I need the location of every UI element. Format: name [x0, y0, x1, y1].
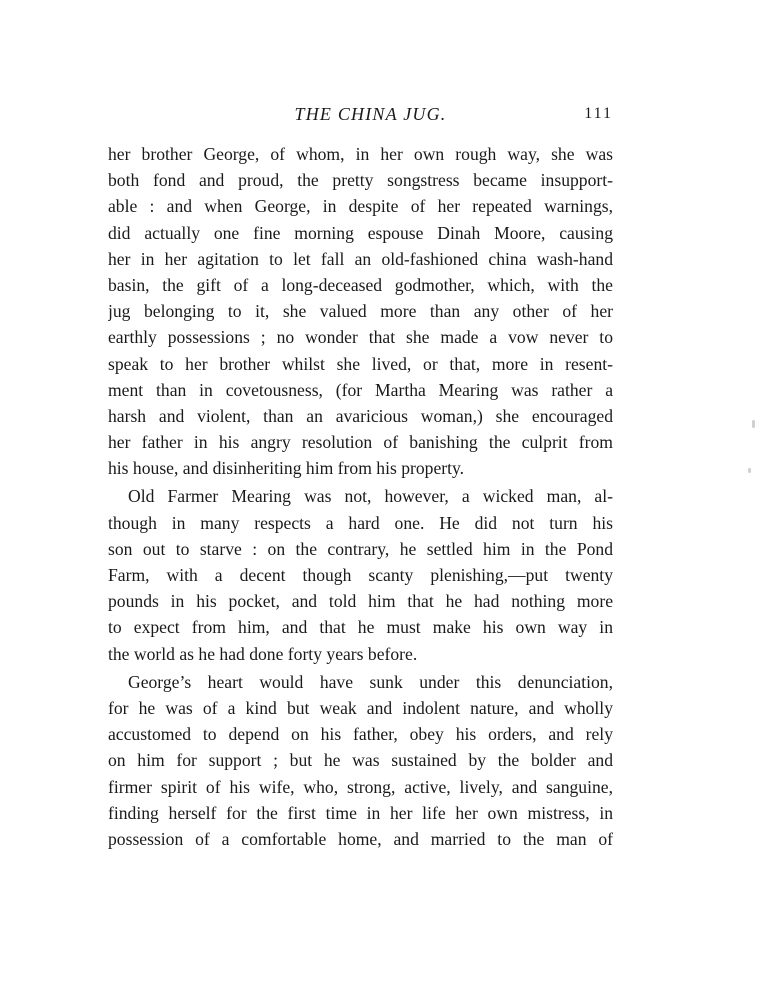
body-text: [108, 141, 613, 852]
text-line: on him for support ; but he was sustained by the bolder and: [108, 750, 613, 771]
text-line: earthly possessions ; no wonder that she made a vow never to: [108, 327, 613, 348]
paragraph-2: [108, 483, 613, 666]
text-line: jug belonging to it, she valued more than any other of her: [108, 301, 613, 322]
text-line: pounds in his pocket, and told him that he had nothing more: [108, 591, 613, 612]
text-line: for he was of a kind but weak and indolent nature, and wholly: [108, 697, 613, 718]
text-line: harsh and violent, than an avaricious woman,) she encouraged: [108, 405, 613, 426]
text-line: her father in his angry resolution of banishing the culprit from: [108, 432, 613, 453]
text-line: George’s heart would have sunk under this denunciation,: [128, 671, 613, 692]
text-line: both fond and proud, the pretty songstress became insupport-: [108, 170, 613, 191]
text-line: Old Farmer Mearing was not, however, a wicked man, al-: [128, 486, 613, 507]
text-line: ment than in covetousness, (for Martha Mearing was rather a: [108, 379, 613, 400]
text-line: her brother George, of whom, in her own rough way, she was: [108, 144, 613, 164]
text-line: his house, and disinheriting him from his property.: [108, 458, 465, 479]
text-line: finding herself for the first time in her life her own mistress, in: [108, 802, 613, 823]
text-line: basin, the gift of a long-deceased godmother, which, with the: [108, 274, 613, 295]
text-line: the world as he had done forty years before.: [108, 643, 418, 664]
running-title: THE CHINA JUG.: [294, 104, 447, 124]
text-line: did actually one fine morning espouse Dinah Moore, causing: [108, 222, 613, 243]
text-line: Farm, with a decent though scanty plenishing,—put twenty: [108, 565, 613, 585]
text-line: to expect from him, and that he must make his own way in: [108, 617, 613, 638]
text-line: her in her agitation to let fall an old-fashioned china wash-hand: [108, 248, 613, 269]
text-line: son out to starve : on the contrary, he settled him in the Pond: [108, 538, 613, 559]
text-line: firmer spirit of his wife, who, strong, active, lively, and sanguine,: [108, 776, 613, 797]
text-line: able : and when George, in despite of her repeated warnings,: [108, 196, 613, 217]
paragraph-3: [108, 669, 613, 852]
paragraph-1: [108, 141, 613, 481]
text-line: though in many respects a hard one. He did not turn his: [108, 512, 613, 533]
text-line: speak to her brother whilst she lived, or that, more in resent-: [108, 353, 613, 374]
page-number: 111: [584, 105, 613, 122]
running-head: [108, 104, 613, 130]
text-line: possession of a comfortable home, and married to the man of: [108, 828, 613, 849]
paper-speck: [752, 420, 755, 428]
paper-speck: [748, 468, 751, 473]
text-line: accustomed to depend on his father, obey his orders, and rely: [108, 724, 613, 745]
